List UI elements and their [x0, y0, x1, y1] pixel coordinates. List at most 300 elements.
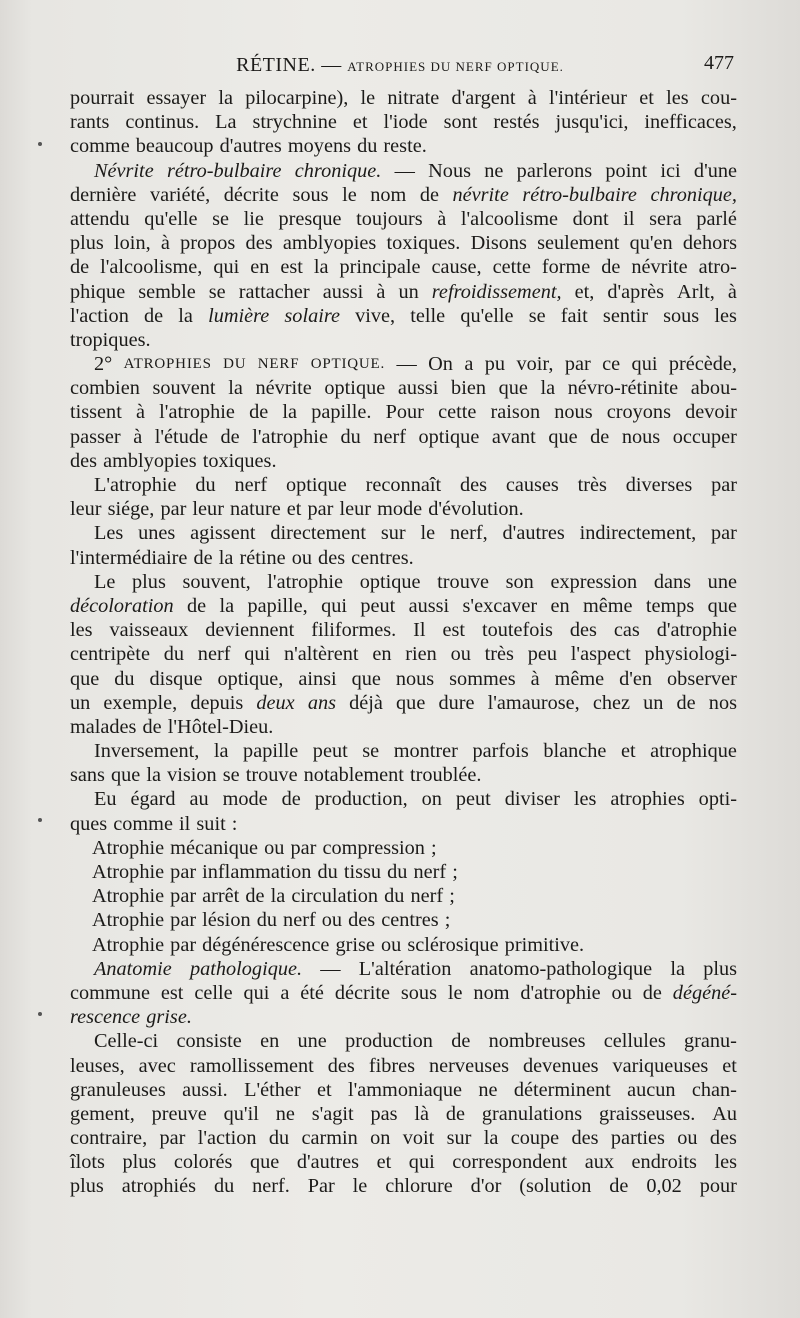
- word: et: [317, 1078, 332, 1101]
- word: consiste: [176, 1030, 242, 1053]
- word: très: [484, 643, 514, 666]
- word: rien: [405, 643, 437, 666]
- word: la: [178, 304, 193, 327]
- word: la: [282, 401, 298, 424]
- text-line: [70, 739, 737, 763]
- word: essayer: [146, 87, 207, 109]
- word: beaucoup: [135, 135, 214, 158]
- word: se: [212, 207, 230, 230]
- word: cou-: [700, 87, 737, 109]
- word: d'autres: [502, 522, 565, 545]
- word: blanche: [543, 740, 607, 763]
- word: les: [666, 87, 689, 109]
- word: décoloration: [70, 594, 174, 617]
- word: seulement: [537, 232, 620, 255]
- word: et: [620, 740, 636, 763]
- word: la: [218, 87, 233, 109]
- word: en: [372, 643, 392, 666]
- word: peu: [527, 643, 558, 666]
- word: graisseuses.: [599, 1102, 696, 1125]
- word: agissent: [190, 522, 256, 545]
- text-line: [70, 570, 737, 594]
- text-line: [70, 134, 737, 158]
- word: du: [114, 667, 135, 690]
- word: production,: [314, 788, 408, 811]
- word: lésion: [202, 909, 251, 932]
- text-line: [70, 836, 737, 860]
- word: cellules: [603, 1030, 666, 1053]
- word: Inversement,: [94, 740, 200, 763]
- word: 2°: [94, 353, 113, 376]
- word: un: [398, 280, 419, 303]
- text-line: [70, 884, 737, 908]
- word: a: [280, 981, 290, 1004]
- word: gement,: [70, 1102, 135, 1125]
- word: sous: [400, 981, 437, 1004]
- word: la: [219, 594, 235, 617]
- word: l'alcoolisme: [460, 207, 558, 230]
- word: l'action: [197, 1127, 257, 1150]
- word: malades: [70, 715, 137, 738]
- word: on: [421, 788, 442, 811]
- text-line: [70, 1078, 737, 1102]
- word: nitrate: [387, 87, 440, 109]
- word: lumière: [208, 304, 270, 327]
- word: bien: [451, 377, 486, 400]
- word: nerf: [410, 885, 444, 908]
- body-text: [70, 86, 737, 1199]
- word: solaire: [284, 304, 340, 327]
- text-line: [70, 521, 737, 545]
- word: primitive.: [504, 933, 585, 956]
- word: Pour: [385, 401, 424, 424]
- word: peut: [360, 594, 396, 617]
- word: et: [376, 1151, 392, 1174]
- word: que: [249, 1151, 280, 1174]
- word: contraire,: [70, 1127, 148, 1150]
- word: à: [727, 280, 737, 303]
- word: que: [548, 425, 578, 448]
- text-line: [70, 1029, 737, 1053]
- text-line: [70, 1150, 737, 1174]
- word: décrite: [334, 981, 390, 1004]
- word: coupe: [510, 1127, 560, 1150]
- word: n'altèrent: [283, 643, 359, 666]
- word: de: [220, 425, 240, 448]
- word: vision: [167, 764, 217, 787]
- text-line: [70, 787, 737, 811]
- word: de: [193, 546, 213, 569]
- word: l'intérieur: [549, 87, 628, 109]
- word: atro-: [698, 256, 737, 279]
- word: en: [260, 1030, 280, 1053]
- word: nom: [370, 183, 407, 206]
- word: reconnaît: [365, 474, 442, 496]
- word: sommes: [449, 667, 516, 690]
- text-line: [70, 1005, 737, 1029]
- word: s'excaver: [462, 594, 538, 617]
- word: par: [170, 933, 197, 956]
- word: moyens: [287, 135, 351, 158]
- word: îlots: [70, 1151, 105, 1174]
- word: et: [286, 498, 302, 521]
- word: qui: [244, 643, 271, 666]
- word: les: [714, 1151, 737, 1174]
- word: de: [70, 256, 90, 279]
- word: dont: [572, 207, 609, 230]
- word: la: [270, 885, 286, 908]
- word: Disons: [470, 232, 527, 255]
- word: Le: [94, 570, 116, 593]
- word: papille: [243, 740, 299, 763]
- word: ou: [611, 981, 632, 1004]
- word: passer: [70, 425, 121, 448]
- word: aussi: [322, 280, 364, 303]
- word: pu: [484, 353, 506, 376]
- word: rescence: [70, 1006, 141, 1029]
- word: l'ammoniaque: [347, 1078, 463, 1101]
- word: DU: [223, 356, 247, 373]
- word: des: [348, 909, 376, 932]
- word: d'argent: [451, 87, 516, 109]
- word: leur: [70, 498, 102, 521]
- text-line: [70, 618, 737, 642]
- word: qui: [213, 256, 240, 279]
- word: Il: [413, 619, 426, 642]
- word: chan-: [691, 1078, 737, 1101]
- word: toujours: [356, 207, 423, 230]
- word: au: [189, 788, 209, 811]
- word: variqueuses: [612, 1054, 709, 1077]
- word: Atrophie: [92, 933, 165, 956]
- word: et,: [574, 280, 595, 303]
- word: vive,: [355, 304, 396, 327]
- word: égard: [130, 788, 176, 811]
- word: qui: [243, 981, 270, 1004]
- word: et: [639, 87, 654, 109]
- page-number: 477: [704, 52, 734, 74]
- word: des: [709, 1127, 737, 1150]
- text-line: [70, 159, 737, 183]
- word: aussi.: [182, 1078, 228, 1101]
- word: se: [222, 764, 240, 787]
- word: sans: [70, 764, 105, 787]
- word: pas: [370, 1102, 398, 1125]
- word: d'une: [693, 159, 737, 182]
- word: indirectement,: [579, 522, 697, 545]
- word: L'altération: [358, 957, 452, 980]
- word: ainsi: [298, 667, 337, 690]
- word: comme: [113, 812, 173, 835]
- word: correspondent: [452, 1151, 568, 1174]
- word: de: [143, 304, 164, 327]
- word: inflammation: [202, 861, 312, 883]
- word: souvent,: [182, 570, 251, 593]
- text-line: [70, 376, 737, 400]
- section-subtitle: ATROPHIES DU NERF OPTIQUE.: [347, 59, 564, 74]
- word: compression: [322, 836, 425, 859]
- word: nous: [395, 667, 435, 690]
- word: cette: [438, 401, 477, 424]
- word: toutefois: [481, 619, 553, 642]
- word: variété,: [149, 183, 211, 206]
- word: optique: [418, 425, 480, 448]
- word: abou-: [690, 377, 737, 400]
- word: rants: [70, 111, 110, 134]
- word: d'évolution.: [428, 498, 524, 521]
- word: centres: [381, 909, 439, 932]
- word: que: [70, 667, 100, 690]
- word: filiformes.: [311, 619, 397, 642]
- word: nom: [473, 981, 510, 1004]
- word: Atrophie: [92, 885, 165, 908]
- text-line: [70, 207, 737, 231]
- word: Celle-ci: [94, 1030, 159, 1053]
- word: restés: [493, 111, 540, 134]
- word: la: [218, 546, 234, 569]
- word: Atrophie: [92, 909, 165, 932]
- word: et: [352, 111, 368, 134]
- text-line: [70, 691, 737, 715]
- word: les: [573, 788, 597, 811]
- word: refroidissement,: [431, 280, 562, 303]
- margin-mark: [38, 818, 42, 822]
- word: l'atrophie: [159, 401, 235, 424]
- word: il: [623, 207, 635, 230]
- word: optique: [359, 570, 421, 593]
- word: là: [414, 1102, 430, 1125]
- word: —: [396, 353, 417, 376]
- word: des: [70, 449, 98, 472]
- word: trouve: [437, 570, 489, 593]
- word: combien: [70, 377, 140, 400]
- word: d'atrophie: [520, 981, 601, 1004]
- word: leur: [192, 498, 224, 521]
- word: l'Hôtel-Dieu.: [167, 715, 274, 738]
- word: optique: [324, 377, 386, 400]
- word: d'autres: [296, 1151, 360, 1174]
- word: de: [642, 981, 662, 1004]
- word: par: [159, 1127, 186, 1150]
- word: raison: [490, 401, 541, 424]
- word: semble: [138, 280, 196, 303]
- text-line: [70, 763, 737, 787]
- word: celle: [194, 981, 233, 1004]
- word: mécanique: [170, 836, 259, 859]
- word: les: [70, 619, 93, 642]
- word: dégéné-: [672, 981, 737, 1004]
- word: sentir: [602, 304, 648, 327]
- word: aussi: [408, 594, 450, 617]
- word: sont: [443, 111, 478, 134]
- word: observer: [667, 667, 737, 690]
- word: carmin: [301, 1127, 358, 1150]
- word: il: [179, 812, 191, 835]
- word: rétine: [239, 546, 286, 569]
- word: point: [605, 159, 648, 182]
- word: grise.: [146, 1006, 192, 1029]
- text-line: [70, 1054, 737, 1078]
- word: devenues: [523, 1054, 599, 1077]
- word: que: [351, 667, 381, 690]
- word: on: [370, 1127, 391, 1150]
- word: ATROPHIES: [123, 356, 212, 373]
- word: la: [146, 764, 162, 787]
- word: déterminent: [513, 1078, 611, 1101]
- word: optique,: [217, 667, 284, 690]
- word: nerf.: [252, 1175, 290, 1198]
- word: la: [228, 377, 243, 400]
- word: une: [707, 570, 737, 593]
- word: d'or: [470, 1175, 502, 1198]
- word: diverses: [625, 474, 693, 496]
- word: sous: [292, 183, 329, 206]
- word: par: [160, 498, 187, 521]
- word: du: [213, 1175, 235, 1198]
- word: expression: [550, 570, 638, 593]
- word: toxiques.: [202, 449, 277, 472]
- text-line: [70, 255, 737, 279]
- word: les: [714, 304, 737, 327]
- word: On: [428, 353, 453, 376]
- word: inefficaces,: [644, 111, 737, 134]
- word: qui: [321, 594, 348, 617]
- word: l'action: [70, 304, 129, 327]
- word: tissent: [70, 401, 122, 424]
- running-title: [0, 54, 800, 77]
- word: nos: [708, 691, 737, 714]
- word: centres.: [351, 546, 414, 569]
- word: précède,: [668, 353, 737, 376]
- word: opti-: [698, 788, 737, 811]
- word: colorés: [173, 1151, 233, 1174]
- text-line: [70, 110, 737, 134]
- word: la: [213, 740, 229, 763]
- word: toxiques.: [386, 232, 461, 255]
- word: Anatomie: [94, 957, 172, 980]
- word: même: [582, 594, 633, 617]
- word: décrite: [223, 183, 279, 206]
- word: L'éther: [244, 1078, 301, 1101]
- word: que: [498, 377, 528, 400]
- word: qu'il: [223, 1102, 259, 1125]
- word: de: [419, 183, 439, 206]
- word: :: [231, 812, 238, 835]
- word: de: [451, 1030, 471, 1053]
- word: même: [554, 667, 605, 690]
- word: Au: [712, 1102, 737, 1125]
- text-line: [70, 304, 737, 328]
- word: cette: [492, 256, 531, 279]
- word: névrite: [631, 256, 688, 279]
- word: Atrophie: [92, 836, 165, 859]
- text-line: [70, 86, 737, 110]
- word: tropiques.: [70, 328, 151, 351]
- text-line: [70, 352, 737, 376]
- word: des: [318, 546, 346, 569]
- word: très: [577, 474, 607, 496]
- word: ;: [452, 861, 458, 883]
- word: peut: [455, 788, 491, 811]
- word: par: [170, 885, 197, 908]
- word: que: [707, 594, 737, 617]
- word: dans: [653, 570, 692, 593]
- text-line: [70, 1174, 737, 1198]
- word: nous: [621, 425, 661, 448]
- word: deviennent: [205, 619, 295, 642]
- word: de: [601, 256, 621, 279]
- word: comme: [70, 135, 130, 158]
- word: plus: [132, 570, 166, 593]
- word: le: [420, 522, 436, 545]
- word: OPTIQUE.: [310, 356, 386, 373]
- word: névrite: [452, 183, 509, 206]
- word: Nous: [428, 159, 471, 182]
- word: production: [345, 1030, 433, 1053]
- word: sur: [380, 522, 406, 545]
- word: Par: [307, 1175, 335, 1198]
- word: ques: [70, 812, 108, 835]
- word: plus: [122, 1151, 157, 1174]
- word: plus: [703, 957, 737, 980]
- word: sur: [446, 1127, 472, 1150]
- word: ;: [449, 885, 455, 908]
- word: dégénérescence: [202, 933, 330, 956]
- word: par: [170, 861, 197, 883]
- word: par: [170, 909, 197, 932]
- text-line: [70, 642, 737, 666]
- word: qui: [631, 353, 658, 376]
- word: ou: [677, 1127, 698, 1150]
- word: qui: [408, 1151, 435, 1174]
- word: ici: [660, 159, 681, 182]
- word: s'agit: [311, 1102, 354, 1125]
- word: par: [711, 522, 737, 545]
- word: anatomo-pathologique: [469, 957, 653, 980]
- word: attendu: [70, 207, 130, 230]
- word: voit: [402, 1127, 435, 1150]
- word: chronique,: [650, 183, 737, 206]
- word: Eu: [94, 788, 117, 811]
- text-line: [70, 812, 737, 836]
- word: nerf: [197, 643, 231, 666]
- word: granulations: [481, 1102, 583, 1125]
- word: cas: [613, 619, 640, 642]
- word: causes: [505, 474, 559, 496]
- word: optique: [285, 474, 347, 496]
- word: L'atrophie: [94, 474, 177, 496]
- word: ou: [321, 909, 343, 932]
- word: mode: [222, 788, 268, 811]
- word: lie: [243, 207, 264, 230]
- word: par: [564, 353, 591, 376]
- word: à: [136, 401, 146, 424]
- text-line: [70, 667, 737, 691]
- word: ramollissement: [189, 1054, 314, 1077]
- word: tissu: [343, 861, 382, 883]
- text-line: [70, 280, 737, 304]
- word: 0,02: [646, 1175, 682, 1198]
- word: ou: [264, 836, 285, 859]
- word: jusqu'ici,: [555, 111, 629, 134]
- word: atrophiés: [121, 1175, 197, 1198]
- word: nerf: [373, 425, 406, 448]
- word: que: [396, 691, 426, 714]
- word: nature: [230, 498, 281, 521]
- word: (solution: [519, 1175, 592, 1198]
- word: ;: [444, 909, 451, 932]
- text-line: [70, 957, 737, 981]
